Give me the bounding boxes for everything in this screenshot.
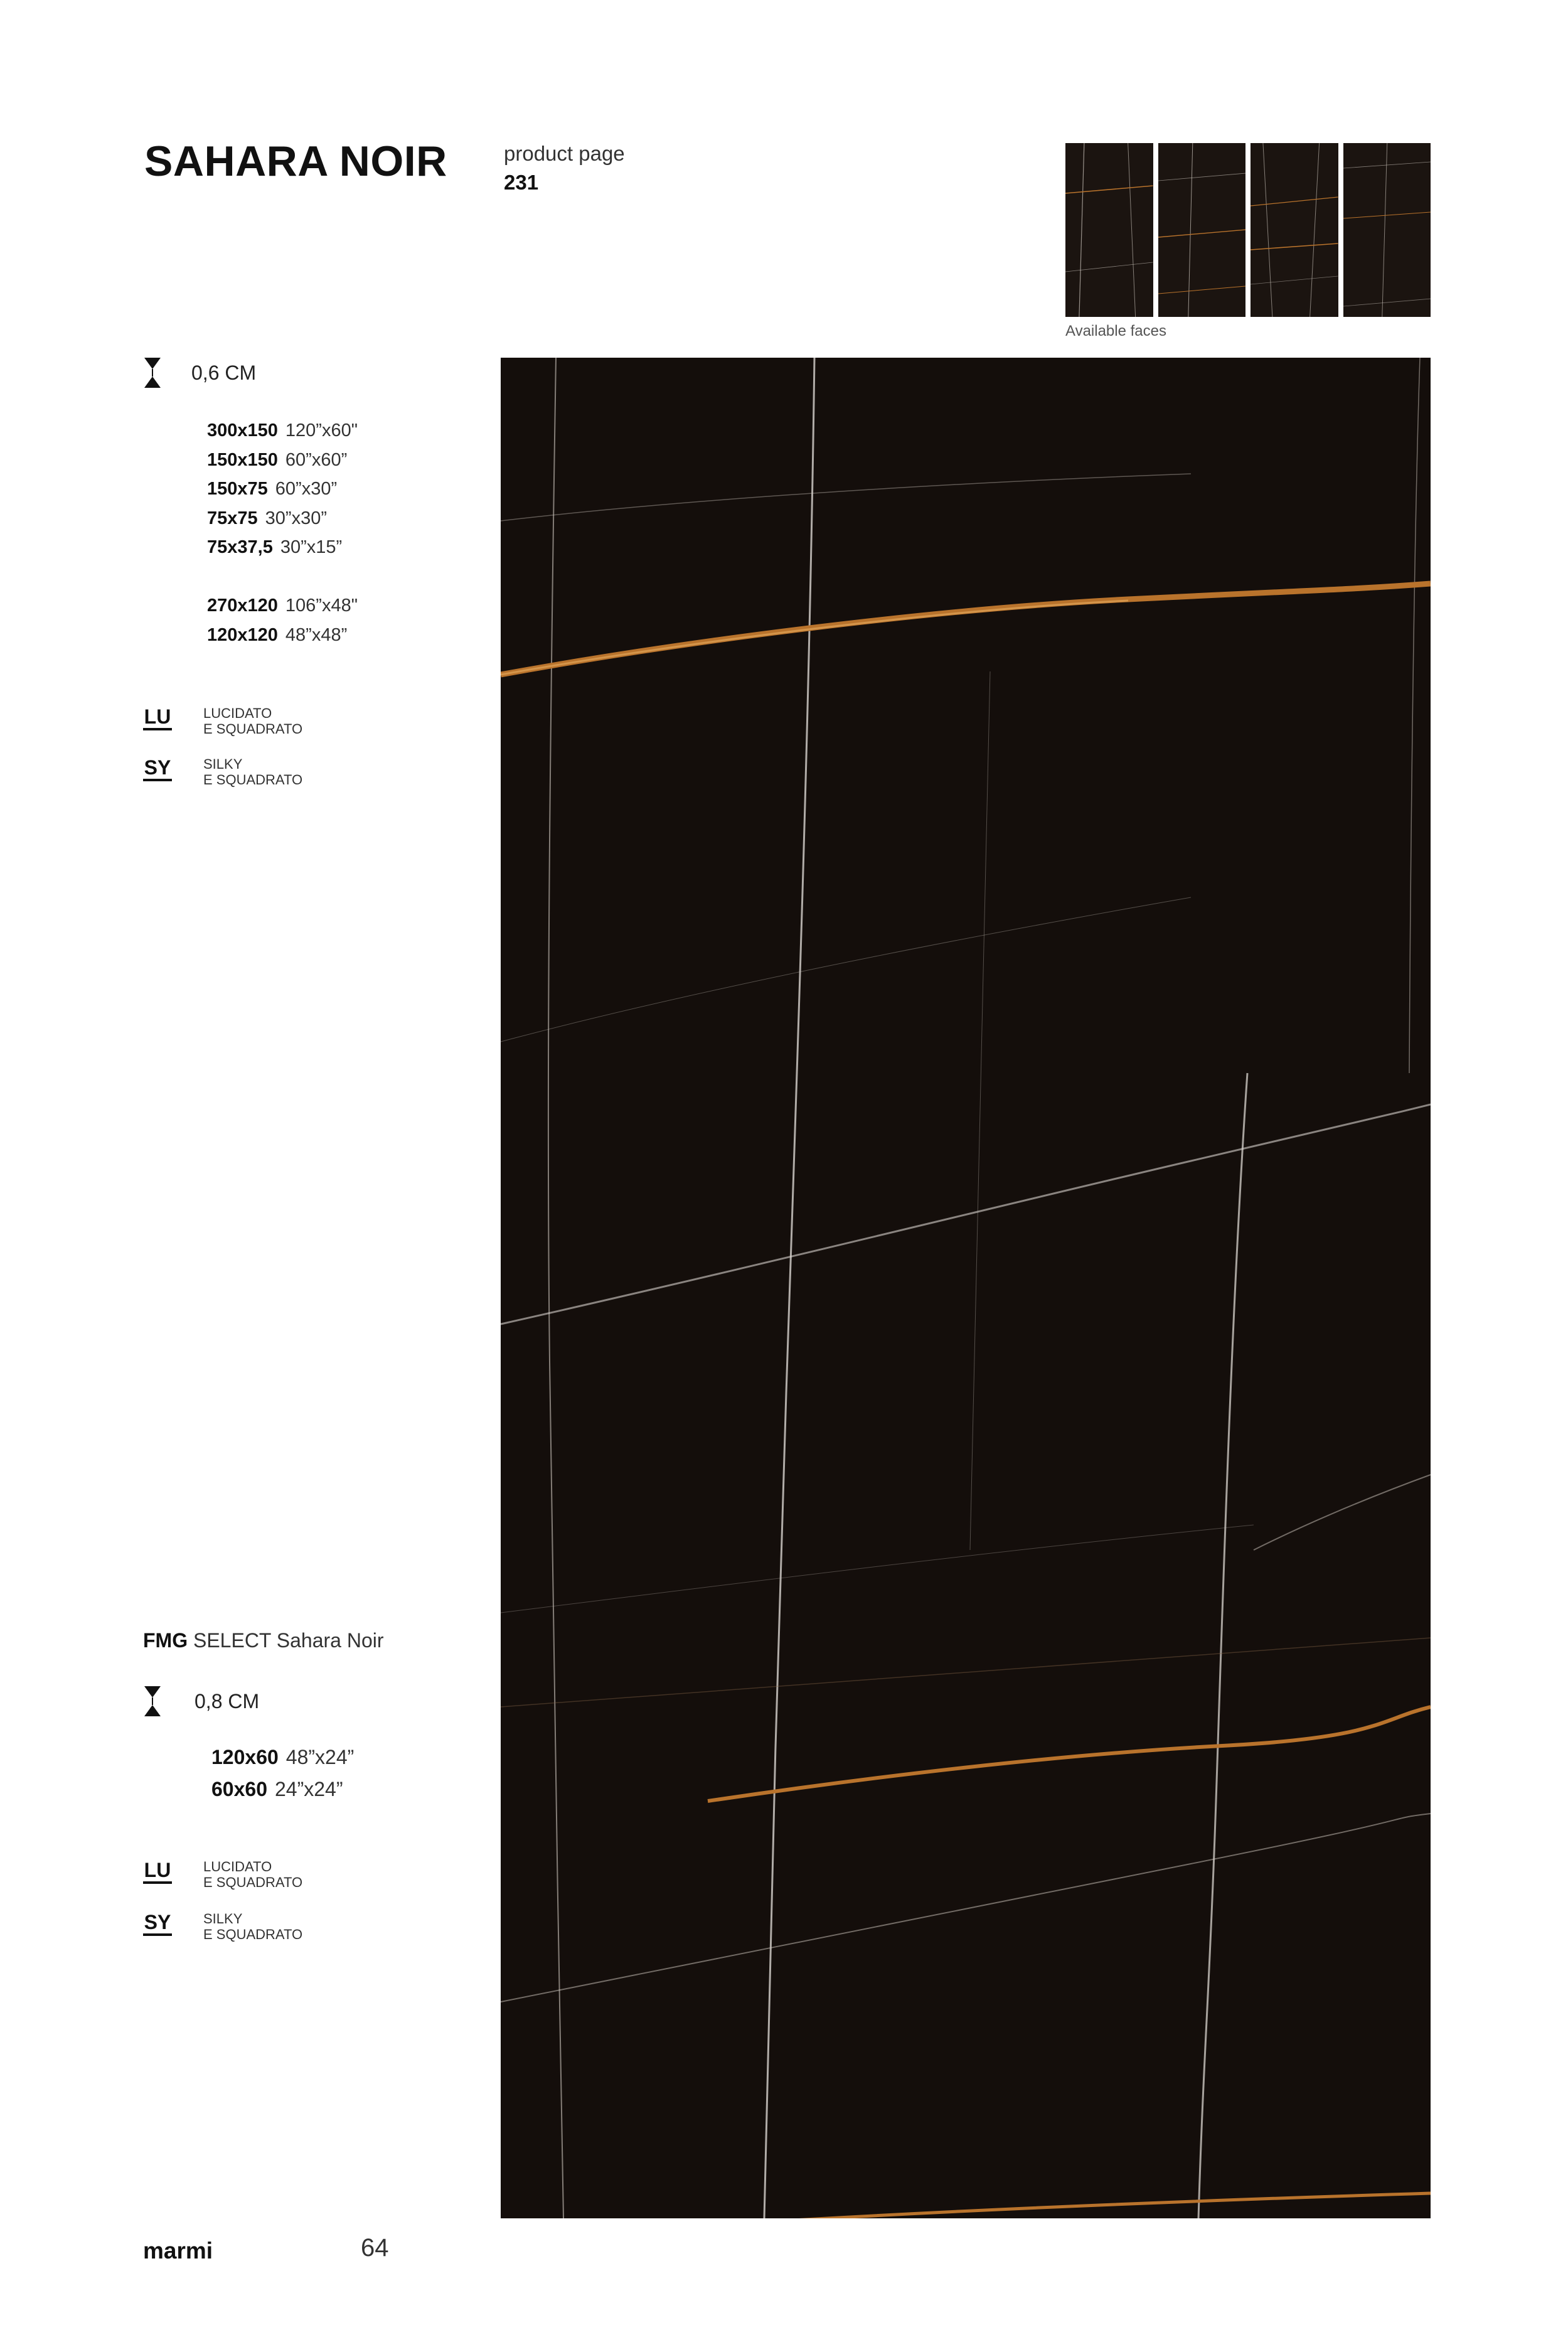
footer-collection: marmi — [143, 2238, 213, 2264]
product-page-number: 231 — [504, 171, 539, 194]
finish-description: LUCIDATO E SQUADRATO — [203, 1859, 303, 1890]
thickness-value: 0,6 CM — [191, 361, 257, 384]
page-title: SAHARA NOIR — [144, 137, 447, 185]
finish-code: LU — [143, 705, 172, 730]
face-thumbnail-1[interactable] — [1065, 143, 1153, 317]
size-row: 75x37,5 30”x15” — [207, 537, 343, 557]
thickness-icon — [143, 356, 162, 389]
size-row: 150x150 60”x60” — [207, 449, 348, 470]
finish-lu-2 — [143, 1859, 302, 1890]
face-thumbnail-2[interactable] — [1158, 143, 1246, 317]
size-row: 300x150 120”x60" — [207, 420, 358, 441]
finish-description: SILKY E SQUADRATO — [203, 756, 303, 788]
size-row: 120x60 48”x24” — [211, 1746, 355, 1768]
size-row: 75x75 30”x30” — [207, 508, 327, 528]
finish-code: LU — [143, 1859, 172, 1884]
marble-slab-image — [501, 358, 1431, 2218]
thickness-icon — [143, 1685, 162, 1718]
face-thumbnail-3[interactable] — [1251, 143, 1338, 317]
finish-code: SY — [143, 756, 172, 781]
size-row: 270x120 106”x48" — [207, 596, 358, 616]
finish-description: SILKY E SQUADRATO — [203, 1911, 303, 1942]
thickness-row-1 — [143, 356, 256, 389]
page-number: 64 — [361, 2234, 389, 2262]
finish-description: LUCIDATO E SQUADRATO — [203, 705, 303, 737]
thickness-row-2 — [143, 1685, 259, 1718]
fmg-select-title: FMG SELECT Sahara Noir — [143, 1629, 384, 1652]
size-row: 60x60 24”x24” — [211, 1778, 343, 1800]
thickness-value: 0,8 CM — [195, 1689, 260, 1713]
size-list-1b — [207, 591, 358, 649]
finish-code: SY — [143, 1911, 172, 1936]
size-list-2 — [211, 1741, 354, 1805]
finish-sy-1 — [143, 756, 302, 788]
product-page-label: product page — [504, 142, 625, 165]
size-list-1a — [207, 416, 358, 562]
finish-lu-1 — [143, 705, 302, 737]
face-thumbnail-4[interactable] — [1343, 143, 1431, 317]
finish-sy-2 — [143, 1911, 302, 1942]
size-row: 120x120 48”x48” — [207, 624, 348, 645]
available-faces-label: Available faces — [1065, 323, 1166, 339]
available-faces-thumbnails — [1065, 143, 1431, 317]
size-row: 150x75 60”x30” — [207, 479, 338, 499]
